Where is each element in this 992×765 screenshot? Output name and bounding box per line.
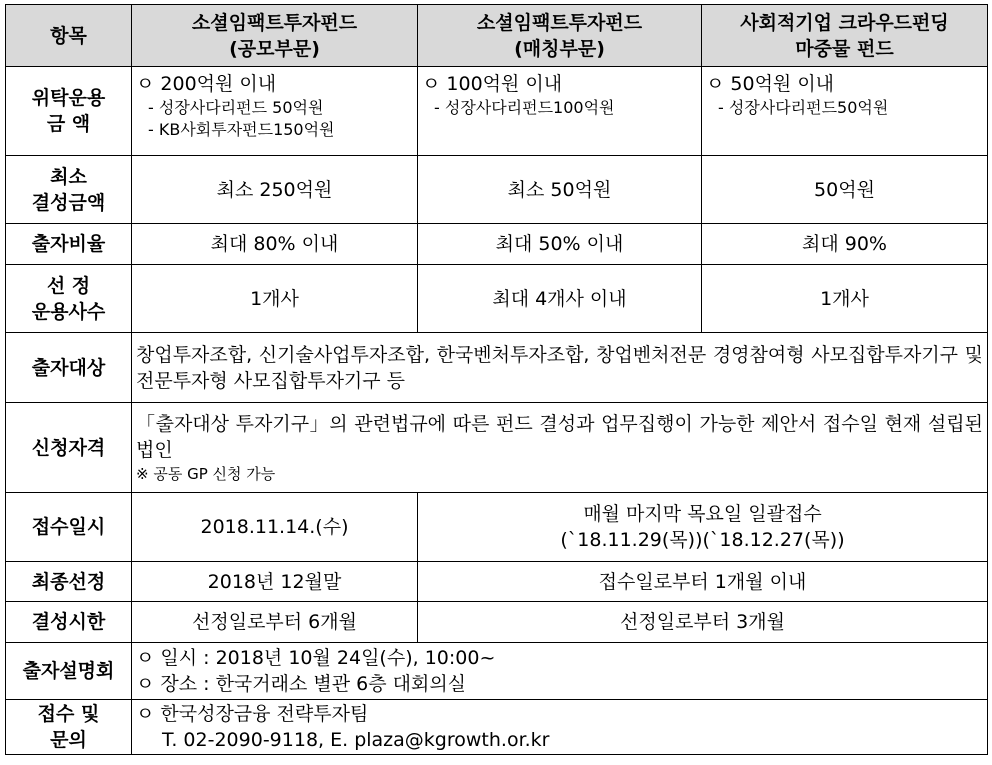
amount-col1-sub1: - 성장사다리펀드 50억원 bbox=[148, 98, 324, 117]
amount-col1-main: ㅇ 200억원 이내 bbox=[136, 73, 277, 95]
deadline-col1: 선정일로부터 6개월 bbox=[132, 602, 418, 643]
min-size-col2: 최소 50억원 bbox=[418, 156, 702, 224]
header-col3-line2: 마중물 펀드 bbox=[795, 37, 894, 60]
ratio-col3: 최대 90% bbox=[702, 224, 988, 265]
receipt-col1: 2018.11.14.(수) bbox=[132, 493, 418, 562]
ratio-col1: 최대 80% 이내 bbox=[132, 224, 418, 265]
label-briefing: 출자설명회 bbox=[6, 643, 132, 700]
label-amount-line2: 금 액 bbox=[46, 113, 91, 135]
row-managers bbox=[6, 265, 988, 333]
eligibility-note: ※ 공동 GP 신청 가능 bbox=[136, 464, 276, 483]
header-col2-line2: (매칭부문) bbox=[514, 37, 605, 60]
final-col23: 접수일로부터 1개월 이내 bbox=[418, 562, 988, 602]
ratio-col2: 최대 50% 이내 bbox=[418, 224, 702, 265]
contact-line1: ㅇ 한국성장금융 전략투자팀 bbox=[136, 703, 369, 725]
contact-line2: T. 02-2090-9118, E. plaza@kgrowth.or.kr bbox=[162, 729, 550, 751]
amount-col2 bbox=[418, 67, 702, 156]
amount-col3 bbox=[702, 67, 988, 156]
header-col1-line1: 소셜임팩트투자펀드 bbox=[191, 11, 358, 34]
label-min-size-line2: 결성금액 bbox=[31, 191, 106, 214]
label-contact-line1: 접수 및 bbox=[37, 703, 100, 725]
label-managers-line2: 운용사수 bbox=[31, 300, 106, 323]
amount-col3-main: ㅇ 50억원 이내 bbox=[706, 73, 835, 95]
row-briefing bbox=[6, 643, 988, 700]
row-ratio bbox=[6, 224, 988, 265]
briefing-cell bbox=[132, 643, 988, 700]
header-col1-line2: (공모부문) bbox=[229, 37, 320, 60]
target-text: 창업투자조합, 신기술사업투자조합, 한국벤처투자조합, 창업벤처전문 경영참여형 사모집합투자기구 및 전문투자형 사모집합투자기구 등 bbox=[132, 333, 988, 403]
label-eligibility: 신청자격 bbox=[6, 403, 132, 493]
label-managers bbox=[6, 265, 132, 333]
row-deadline bbox=[6, 602, 988, 643]
header-item bbox=[6, 5, 132, 67]
row-receipt bbox=[6, 493, 988, 562]
managers-col2: 최대 4개사 이내 bbox=[418, 265, 702, 333]
row-min-size bbox=[6, 156, 988, 224]
label-contact-line2: 문의 bbox=[50, 729, 87, 751]
label-ratio: 출자비율 bbox=[6, 224, 132, 265]
header-row bbox=[6, 5, 988, 67]
eligibility-text: 「출자대상 투자기구」의 관련법규에 따른 펀드 결성과 업무집행이 가능한 제안서 접수일 현재 설립된 법인 bbox=[136, 412, 983, 461]
fund-summary-table bbox=[5, 4, 988, 755]
managers-col1: 1개사 bbox=[132, 265, 418, 333]
row-contact bbox=[6, 700, 988, 755]
briefing-line2: ㅇ 장소 : 한국거래소 별관 6층 대회의실 bbox=[136, 673, 467, 695]
label-min-size-line1: 최소 bbox=[50, 165, 87, 188]
managers-col3: 1개사 bbox=[702, 265, 988, 333]
briefing-line1: ㅇ 일시 : 2018년 10월 24일(수), 10:00~ bbox=[136, 647, 496, 669]
deadline-col23: 선정일로부터 3개월 bbox=[418, 602, 988, 643]
label-contact bbox=[6, 700, 132, 755]
min-size-col1: 최소 250억원 bbox=[132, 156, 418, 224]
label-managers-line1: 선 정 bbox=[46, 274, 91, 297]
amount-col2-main: ㅇ 100억원 이내 bbox=[422, 73, 563, 95]
receipt-col23 bbox=[418, 493, 988, 562]
label-amount-line1: 위탁운용 bbox=[31, 87, 106, 109]
amount-col1 bbox=[132, 67, 418, 156]
row-eligibility bbox=[6, 403, 988, 493]
label-deadline: 결성시한 bbox=[6, 602, 132, 643]
receipt-col23-line1: 매월 마지막 목요일 일괄접수 bbox=[583, 503, 822, 525]
label-min-size bbox=[6, 156, 132, 224]
label-receipt: 접수일시 bbox=[6, 493, 132, 562]
amount-col2-sub1: - 성장사다리펀드100억원 bbox=[434, 98, 615, 117]
amount-col3-sub1: - 성장사다리펀드50억원 bbox=[718, 98, 889, 117]
label-final: 최종선정 bbox=[6, 562, 132, 602]
label-target: 출자대상 bbox=[6, 333, 132, 403]
eligibility-cell bbox=[132, 403, 988, 493]
row-target bbox=[6, 333, 988, 403]
label-amount bbox=[6, 67, 132, 156]
amount-col1-sub2: - KB사회투자펀드150억원 bbox=[148, 120, 335, 139]
contact-cell bbox=[132, 700, 988, 755]
header-col1 bbox=[132, 5, 418, 67]
header-item-text: 항목 bbox=[50, 24, 87, 47]
row-amount bbox=[6, 67, 988, 156]
header-col2-line1: 소셜임팩트투자펀드 bbox=[476, 11, 643, 34]
min-size-col3: 50억원 bbox=[702, 156, 988, 224]
header-col3-line1: 사회적기업 크라우드펀딩 bbox=[740, 11, 949, 34]
header-col3 bbox=[702, 5, 988, 67]
header-col2 bbox=[418, 5, 702, 67]
receipt-col23-line2: (`18.11.29(목))(`18.12.27(목)) bbox=[560, 529, 845, 551]
final-col1: 2018년 12월말 bbox=[132, 562, 418, 602]
row-final bbox=[6, 562, 988, 602]
